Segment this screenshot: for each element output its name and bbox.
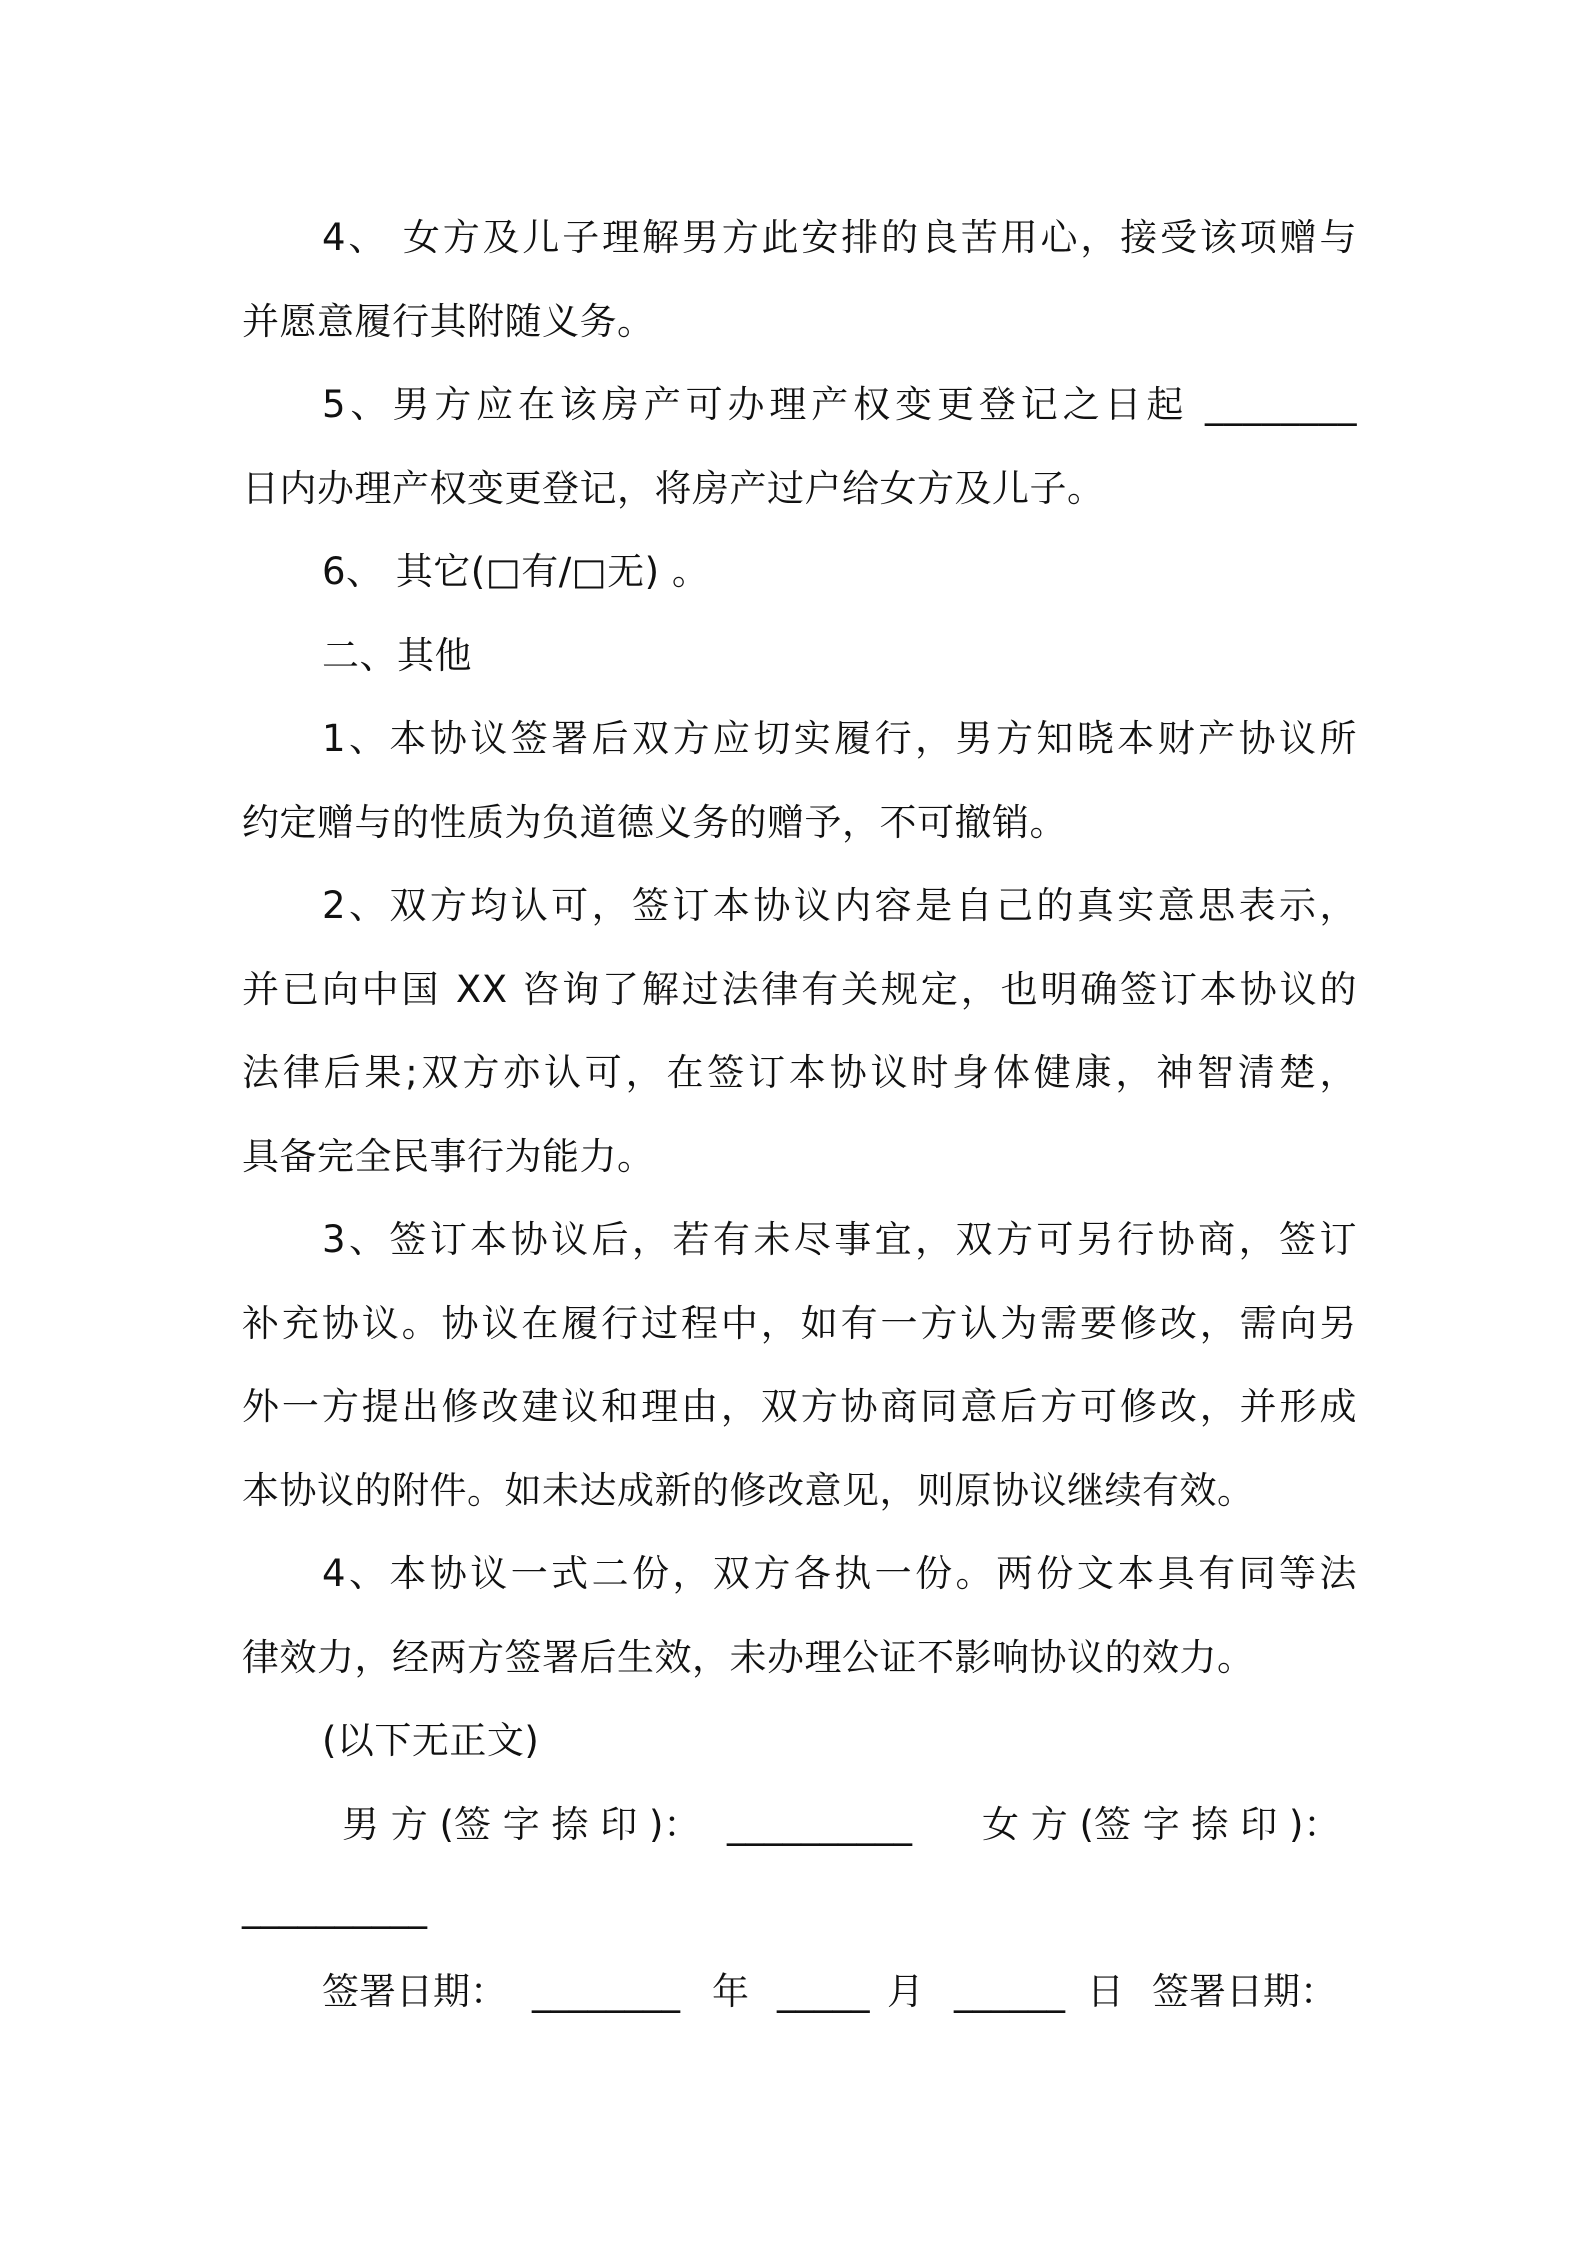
- date-label-male: 签署日期：: [322, 1969, 507, 2013]
- paragraph-line: 日内办理产权变更登记，将房产过户给女方及儿子。: [242, 466, 1105, 510]
- paragraph-line: 6、 其它(□有/□无) 。: [322, 550, 710, 593]
- month-blank: _____: [777, 1969, 870, 2013]
- male-signature-label: 男 方 (签 字 捺 印 )：: [342, 1802, 701, 1846]
- month-label: 月: [887, 1969, 924, 2013]
- paragraph-line: 4、本协议一式二份，双方各执一份。两份文本具有同等法: [322, 1552, 1357, 1595]
- paragraph-line: 补充协议。协议在履行过程中，如有一方认为需要修改，需向另: [242, 1301, 1357, 1345]
- paragraph-line: 5、男方应在该房产可办理产权变更登记之日起 ________: [322, 383, 1357, 426]
- day-blank: ______: [954, 1969, 1065, 2013]
- paragraph-line: 律效力，经两方签署后生效，未办理公证不影响协议的效力。: [242, 1635, 1255, 1679]
- paragraph-line: 4、 女方及儿子理解男方此安排的良苦用心，接受该项赠与: [322, 216, 1357, 259]
- female-signature-label: 女 方 (签 字 捺 印 )：: [982, 1802, 1341, 1846]
- paragraph-line: 2、双方均认可，签订本协议内容是自己的真实意思表示，: [322, 884, 1357, 927]
- male-signature-blank: __________: [727, 1802, 912, 1846]
- signature-row-continued: [242, 1866, 1357, 1950]
- section-heading: 二、其他: [322, 633, 472, 677]
- paragraph-line: 3、签订本协议后，若有未尽事宜，双方可另行协商，签订: [322, 1218, 1357, 1261]
- paragraph-line: 约定赠与的性质为负道德义务的赠予，不可撤销。: [242, 800, 1067, 844]
- end-of-text-note: (以下无正文): [322, 1719, 540, 1762]
- paragraph-line: 并愿意履行其附随义务。: [242, 299, 655, 343]
- document-body: [242, 196, 1357, 2033]
- paragraph-line: 法律后果;双方亦认可，在签订本协议时身体健康，神智清楚，: [242, 1051, 1357, 1094]
- date-label-female: 签署日期：: [1152, 1969, 1337, 2013]
- signature-row: [242, 1783, 1357, 1867]
- day-label: 日: [1087, 1969, 1124, 2013]
- year-label: 年: [712, 1969, 749, 2013]
- paragraph-line: 具备完全民事行为能力。: [242, 1134, 655, 1178]
- female-signature-blank: __________: [242, 1886, 427, 1929]
- paragraph-line: 1、本协议签署后双方应切实履行，男方知晓本财产协议所: [322, 717, 1357, 760]
- paragraph-line: 本协议的附件。如未达成新的修改意见，则原协议继续有效。: [242, 1468, 1255, 1512]
- paragraph-line: 外一方提出修改建议和理由，双方协商同意后方可修改，并形成: [242, 1385, 1357, 1428]
- paragraph-line: 并已向中国 XX 咨询了解过法律有关规定，也明确签订本协议的: [242, 967, 1357, 1011]
- date-row: [242, 1950, 1357, 2034]
- year-blank: ________: [532, 1969, 680, 2013]
